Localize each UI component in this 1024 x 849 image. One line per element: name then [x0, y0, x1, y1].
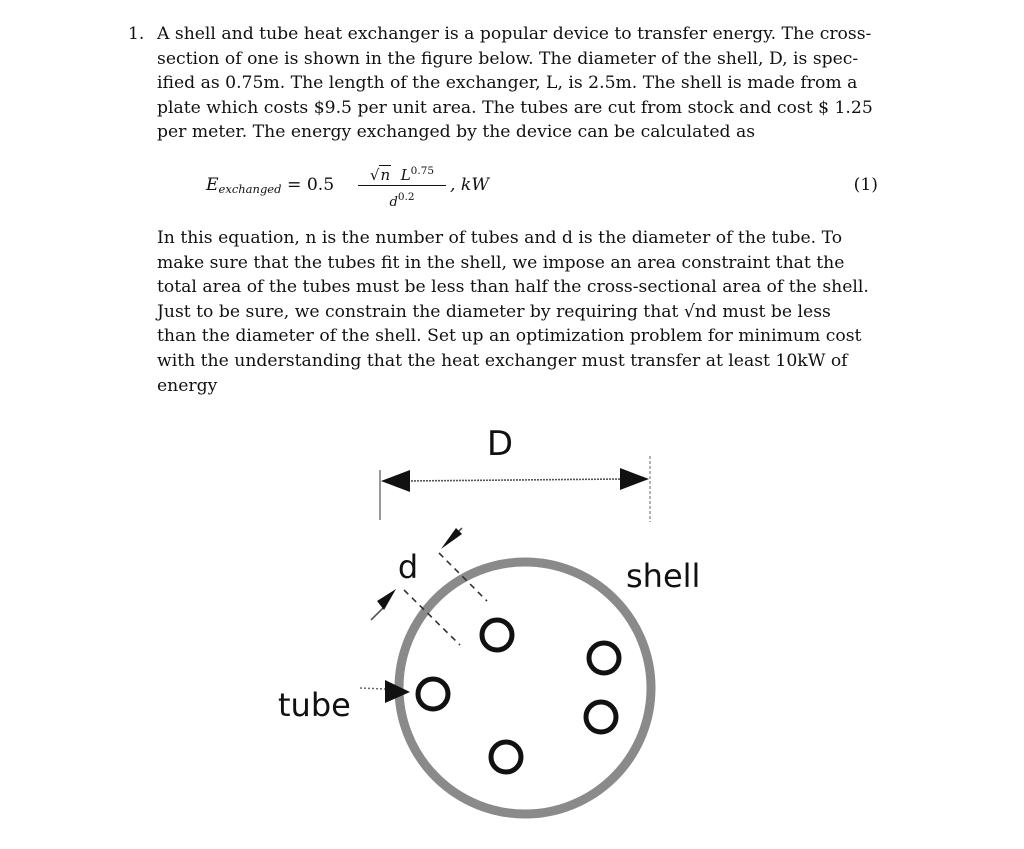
- tube-circle: [586, 702, 616, 732]
- arrowhead-d-upper: [441, 528, 462, 549]
- intro-line: plate which costs $9.5 per unit area. The tubes are cut from stock and cost $ 1.25: [157, 97, 873, 118]
- label-tube: tube: [278, 686, 351, 724]
- paragraph-line: than the diameter of the shell. Set up an optimization problem for minimum cost: [157, 326, 862, 347]
- paragraph-line: with the understanding that the heat exchanger must transfer at least 10kW of: [157, 350, 848, 371]
- intro-line: per meter. The energy exchanged by the device can be calculated as: [157, 122, 756, 143]
- tube-circle: [482, 620, 512, 650]
- paragraph-line: make sure that the tubes fit in the shell, we impose an area constraint that the: [157, 252, 845, 273]
- equation-denominator: $d^{0.2}$: [389, 191, 415, 210]
- shell-circle: [399, 562, 651, 814]
- equation-unit: , kW: [450, 175, 490, 195]
- arrowhead-left: [381, 470, 410, 492]
- intro-line: section of one is shown in the figure below. The diameter of the shell, D, is spec-: [157, 48, 859, 69]
- paragraph-line: total area of the tubes must be less than half the cross-sectional area of the shell.: [157, 277, 869, 298]
- tube-circle: [418, 679, 448, 709]
- paragraph-line: In this equation, n is the number of tubes and d is the diameter of the tube. To: [157, 228, 843, 248]
- intro-line: A shell and tube heat exchanger is a popular device to transfer energy. The cross-: [157, 24, 872, 44]
- arrowhead-right: [620, 468, 649, 490]
- tube-pointer-line: [360, 688, 385, 689]
- problem-number: 1.: [128, 24, 145, 44]
- paragraph-line: Just to be sure, we constrain the diameter by requiring that √nd must be less: [157, 301, 831, 322]
- dimension-line-D: [405, 479, 623, 481]
- tube-circle: [589, 643, 619, 673]
- label-shell-diameter: D: [486, 424, 514, 464]
- paragraph-line: energy: [157, 375, 218, 396]
- equation-number: (1): [853, 175, 878, 195]
- arrowhead-d-lower: [377, 589, 396, 610]
- tube-circle: [491, 742, 521, 772]
- label-tube-diameter: d: [397, 548, 419, 586]
- label-shell: shell: [626, 557, 701, 595]
- equation-lhs: $E_{exchanged} = 0.5$: [206, 175, 335, 196]
- intro-line: ified as 0.75m. The length of the exchanger, L, is 2.5m. The shell is made from a: [157, 73, 858, 94]
- equation-numerator: √n $L^{0.75}$: [369, 165, 435, 184]
